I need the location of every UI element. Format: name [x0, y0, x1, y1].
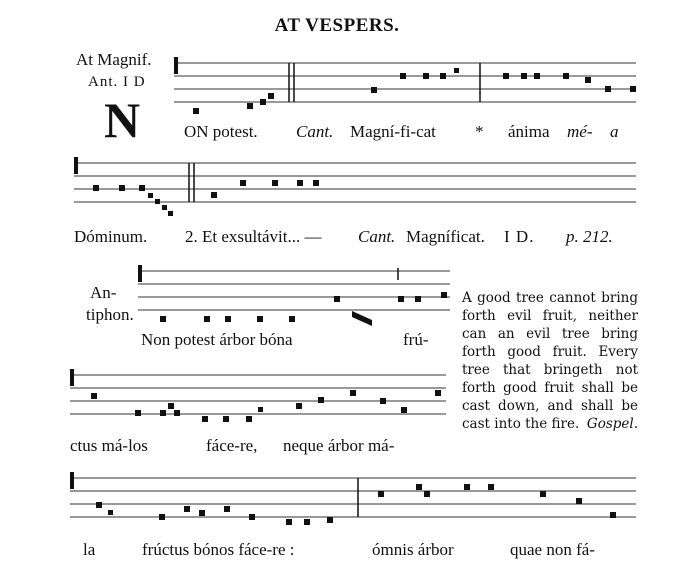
- lyric-2-d: Magníficat.: [406, 227, 485, 246]
- lyric-3-a: Non potest árbor bóna: [141, 330, 293, 349]
- cue-antiphon-mode: Ant. I D: [88, 74, 146, 90]
- antiphon-label-2: tiphon.: [86, 305, 134, 324]
- lyric-2-c: Cant.: [358, 227, 396, 246]
- lyric-1-f: mé-: [567, 122, 593, 141]
- lyric-1-b: Cant.: [296, 122, 334, 141]
- lyric-5-c: ómnis árbor: [372, 540, 454, 559]
- lyric-5-b: frúctus bónos fáce-re :: [142, 540, 295, 559]
- lyric-2-b: 2. Et exsultávit... —: [185, 227, 322, 246]
- page-heading: AT VESPERS.: [274, 15, 400, 36]
- gospel-sidenote: [462, 289, 638, 433]
- clefs: [70, 57, 178, 489]
- lyric-2-e: I D.: [504, 227, 535, 246]
- sidenote-text: A good tree cannot bring forth evil fruit, neither can an evil tree bring forth good fruit. Every tree that bringeth not forth good fruit shall be cast down, and shall be cast into the fire.: [462, 290, 638, 432]
- lyric-3-b: frú-: [403, 330, 429, 349]
- lyric-4-b: fáce-re,: [206, 436, 258, 455]
- sidenote-source: Gospel.: [586, 416, 638, 432]
- lyric-1-e: ánima: [508, 122, 550, 141]
- lyric-4-c: neque árbor má-: [283, 436, 395, 455]
- lyric-1-d: *: [475, 122, 484, 141]
- lyric-2-f: p. 212.: [566, 227, 613, 246]
- lyric-2-a: Dóminum.: [74, 227, 148, 246]
- lyric-1-g: a: [610, 122, 619, 141]
- lyric-1-c: Magní-fi-cat: [350, 122, 436, 141]
- lyric-5-d: quae non fá-: [510, 540, 595, 559]
- antiphon-label-1: An-: [90, 283, 117, 302]
- cue-magnificat: At Magnif.: [76, 50, 152, 69]
- lyric-1-a: ON potest.: [184, 122, 258, 141]
- lyric-4-a: ctus má-los: [70, 436, 148, 455]
- drop-capital: N: [104, 92, 141, 148]
- lyric-5-a: la: [83, 540, 96, 559]
